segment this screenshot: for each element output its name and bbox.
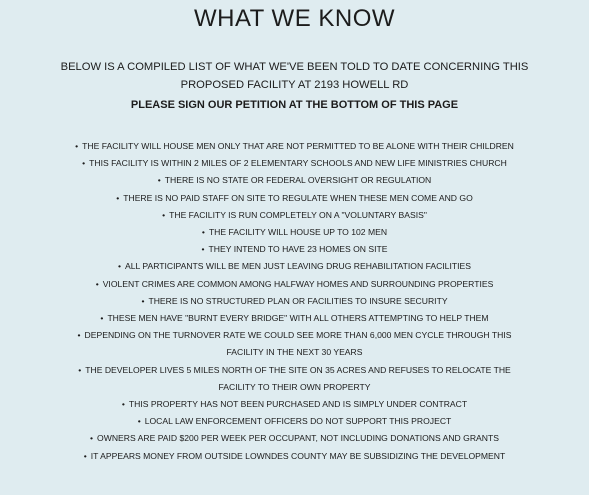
bullet-icon: • xyxy=(116,192,120,203)
list-item xyxy=(60,224,529,241)
bullet-icon: • xyxy=(95,278,99,289)
list-item xyxy=(60,155,529,172)
list-item xyxy=(60,396,529,413)
list-item xyxy=(60,430,529,447)
list-item xyxy=(60,241,529,258)
bullet-icon: • xyxy=(83,450,87,461)
list-item xyxy=(60,172,529,189)
list-item xyxy=(60,258,529,275)
fact-text: THE FACILITY IS RUN COMPLETELY ON A "VOLUNTARY BASIS" xyxy=(169,209,427,220)
list-item xyxy=(60,413,529,430)
bullet-icon: • xyxy=(75,141,79,151)
bullet-icon: • xyxy=(162,209,166,220)
bullet-icon: • xyxy=(201,244,205,255)
bullet-icon: • xyxy=(137,416,141,427)
list-item xyxy=(60,327,529,361)
bullet-icon: • xyxy=(121,399,125,410)
fact-text: THE DEVELOPER LIVES 5 MILES NORTH OF THE SITE ON 35 ACRES AND REFUSES TO RELOCATE THE FACILITY TO THEIR OWN PROPERTY xyxy=(85,364,511,392)
fact-text: DEPENDING ON THE TURNOVER RATE WE COULD SEE MORE THAN 6,000 MEN CYCLE THROUGH THIS FACILITY IN THE NEXT 30 YEARS xyxy=(84,330,512,358)
list-item xyxy=(60,190,529,207)
fact-text: LOCAL LAW ENFORCEMENT OFFICERS DO NOT SUPPORT THIS PROJECT xyxy=(144,416,452,427)
intro-text: BELOW IS A COMPILED LIST OF WHAT WE'VE BEEN TOLD TO DATE CONCERNING THIS PROPOSED FACILITY AT 2193 HOWELL RD xyxy=(60,61,529,91)
fact-text: THE FACILITY WILL HOUSE MEN ONLY THAT ARE NOT PERMITTED TO BE ALONE WITH THEIR CHILDREN xyxy=(82,141,514,151)
bullet-icon: • xyxy=(201,227,205,238)
fact-text: THIS PROPERTY HAS NOT BEEN PURCHASED AND IS SIMPLY UNDER CONTRACT xyxy=(128,399,468,410)
bullet-icon: • xyxy=(118,261,122,272)
fact-text: IT APPEARS MONEY FROM OUTSIDE LOWNDES COUNTY MAY BE SUBSIDIZING THE DEVELOPMENT xyxy=(90,450,506,461)
fact-text: THERE IS NO STRUCTURED PLAN OR FACILITIES TO INSURE SECURITY xyxy=(148,295,448,306)
fact-text: OWNERS ARE PAID $200 PER WEEK PER OCCUPANT, NOT INCLUDING DONATIONS AND GRANTS xyxy=(97,433,499,444)
fact-text: THE FACILITY WILL HOUSE UP TO 102 MEN xyxy=(208,227,388,238)
fact-text: ALL PARTICIPANTS WILL BE MEN JUST LEAVING DRUG REHABILITATION FACILITIES xyxy=(125,261,471,272)
list-item xyxy=(60,276,529,293)
fact-text: THIS FACILITY IS WITHIN 2 MILES OF 2 ELEMENTARY SCHOOLS AND NEW LIFE MINISTRIES CHURCH xyxy=(89,158,507,169)
fact-text: THESE MEN HAVE "BURNT EVERY BRIDGE" WITH ALL OTHERS ATTEMPTING TO HELP THEM xyxy=(107,313,489,324)
bullet-icon: • xyxy=(141,295,145,306)
list-item xyxy=(60,293,529,310)
list-item xyxy=(60,310,529,327)
fact-text: VIOLENT CRIMES ARE COMMON AMONG HALFWAY HOMES AND SURROUNDING PROPERTIES xyxy=(102,278,494,289)
list-item xyxy=(60,362,529,396)
fact-text: THERE IS NO PAID STAFF ON SITE TO REGULATE WHEN THESE MEN COME AND GO xyxy=(123,192,473,203)
fact-text: THERE IS NO STATE OR FEDERAL OVERSIGHT OR REGULATION xyxy=(164,175,432,186)
list-item xyxy=(60,448,529,465)
petition-callout: PLEASE SIGN OUR PETITION AT THE BOTTOM OF THIS PAGE xyxy=(130,99,459,111)
bullet-icon: • xyxy=(82,158,86,169)
list-item xyxy=(60,138,529,155)
bullet-icon: • xyxy=(157,175,161,186)
facts-list xyxy=(60,138,529,465)
page-title: WHAT WE KNOW xyxy=(193,5,396,32)
bullet-icon: • xyxy=(100,313,104,324)
bullet-icon: • xyxy=(77,330,81,341)
bullet-icon: • xyxy=(90,433,94,444)
bullet-icon: • xyxy=(78,364,82,375)
list-item xyxy=(60,207,529,224)
fact-text: THEY INTEND TO HAVE 23 HOMES ON SITE xyxy=(208,244,388,255)
